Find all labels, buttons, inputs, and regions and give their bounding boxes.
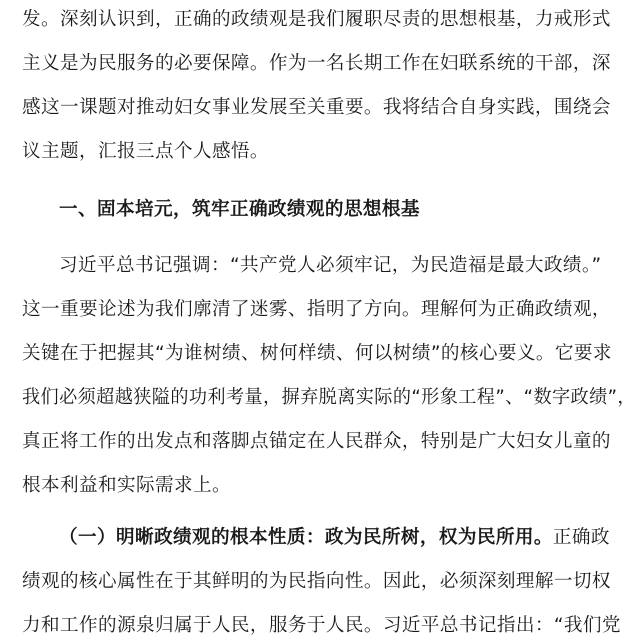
paragraph-line: 根本利益和实际需求上。 <box>22 475 231 496</box>
paragraph-line: 力和工作的源泉归属于人民，服务于人民。习近平总书记指出：“我们党 <box>22 615 621 636</box>
subheading-line <box>59 521 610 555</box>
paragraph-line: 真正将工作的出发点和落脚点锚定在人民群众，特别是广大妇女儿童的 <box>22 431 611 452</box>
section-heading: 一、固本培元，筑牢正确政绩观的思想根基 <box>59 199 420 220</box>
paragraph-line: 议主题，汇报三点个人感悟。 <box>22 141 269 162</box>
paragraph-line: 发。深刻认识到，正确的政绩观是我们履职尽责的思想根基，力戒形式 <box>22 9 611 30</box>
paragraph-line: 关键在于把握其“为谁树绩、树何样绩、何以树绩”的核心要义。它要求 <box>22 343 612 364</box>
paragraph-line: 习近平总书记强调：“共产党人必须牢记，为民造福是最大政绩。” <box>59 255 602 276</box>
paragraph-line: 我们必须超越狭隘的功利考量，摒弃脱离实际的“形象工程”、“数字政绩”， <box>22 387 636 408</box>
subsection-heading: （一）明晰政绩观的根本性质：政为民所树，权为民所用。 <box>59 527 553 548</box>
paragraph-line: 这一重要论述为我们廓清了迷雾、指明了方向。理解何为正确政绩观， <box>22 299 611 320</box>
paragraph-line: 主义是为民服务的必要保障。作为一名长期工作在妇联系统的干部，深 <box>22 53 611 74</box>
paragraph-text: 正确政 <box>552 527 610 548</box>
paragraph-line: 感这一课题对推动妇女事业发展至关重要。我将结合自身实践，围绕会 <box>22 97 611 118</box>
paragraph-line: 绩观的核心属性在于其鲜明的为民指向性。因此，必须深刻理解一切权 <box>22 571 611 592</box>
